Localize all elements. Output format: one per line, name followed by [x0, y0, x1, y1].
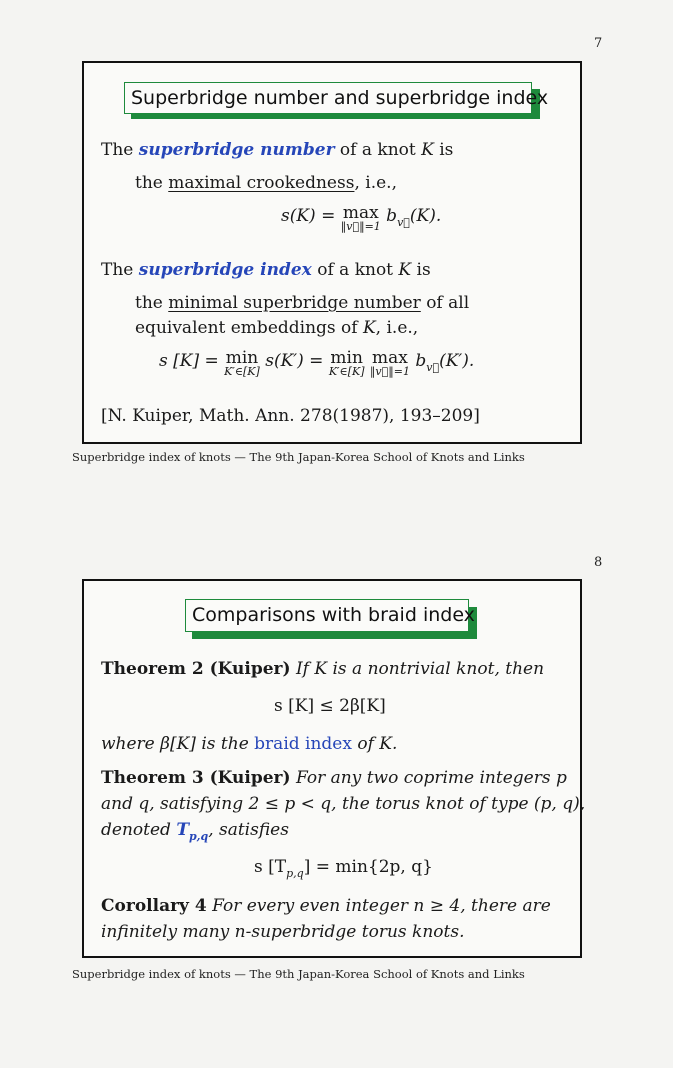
minimal-superbridge-number: minimal superbridge number — [168, 293, 421, 313]
theorem-2: Theorem 2 (Kuiper) If K is a nontrivial knot, then — [101, 659, 545, 679]
def-line-4: the minimal superbridge number of all — [135, 293, 470, 313]
slide-title: Superbridge number and superbridge index — [124, 82, 532, 114]
theorem-2-label: Theorem 2 (Kuiper) — [101, 659, 291, 679]
theorem-3-equation: s $[T_{p,q}] = \min\{2p$, q} — [254, 857, 433, 880]
term-braid-index: braid index — [254, 734, 352, 754]
term-superbridge-number: superbridge number — [138, 140, 335, 160]
theorem-3-line-3: denoted $T_{p,q}$, satisfies — [101, 820, 289, 843]
def-line-2: the maximal crookedness, i.e., — [135, 173, 397, 193]
def-superbridge-number: The superbridge number of a knot K is — [101, 140, 454, 160]
def-superbridge-index: The superbridge index of a knot K is — [101, 260, 431, 280]
torus-knot-symbol: T — [176, 820, 189, 840]
slide-braid-index — [82, 579, 586, 958]
theorem-3-line-2: and q, satisfying 2 ≤ p < q, the torus knot of type (p, q), — [101, 794, 586, 814]
corollary-4-label: Corollary 4 — [101, 896, 207, 916]
slide-title: Comparisons with braid index — [185, 599, 469, 632]
page-number-8: 8 — [594, 555, 603, 570]
term-superbridge-index: superbridge index — [138, 260, 312, 280]
equation-2: s [K] = min K′∈[K] s(K′) = min K′∈[K] max ‖v⃗‖=1 $b_{v⃗}(K')$. — [159, 348, 475, 378]
footer-page-8: Superbridge index of knots — The 9th Japan-Korea School of Knots and Links — [72, 967, 525, 981]
slide-superbridge — [82, 61, 582, 444]
reference: [N. Kuiper, Math. Ann. 278(1987), 193–209] — [101, 406, 480, 426]
corollary-4: Corollary 4 For every even integer n ≥ 4, there are — [101, 896, 551, 916]
def-line-5: equivalent embeddings of K, i.e., — [135, 318, 419, 338]
footer-page-7: Superbridge index of knots — The 9th Japan-Korea School of Knots and Links — [72, 450, 525, 464]
equation-1: s(K) = max ‖v⃗‖=1 $b_{v⃗}(K)$. — [281, 203, 442, 233]
maximal-crookedness: maximal crookedness — [168, 173, 355, 193]
corollary-4-line-2: infinitely many n-superbridge torus knots. — [101, 922, 465, 942]
page-number-7: 7 — [594, 36, 603, 51]
theorem-2-equation: s [K] ≤ 2β[K] — [274, 696, 386, 716]
theorem-3: Theorem 3 (Kuiper) For any two coprime integers p — [101, 768, 567, 788]
where-line: where β[K] is the braid index of K. — [101, 734, 398, 754]
theorem-3-label: Theorem 3 (Kuiper) — [101, 768, 291, 788]
